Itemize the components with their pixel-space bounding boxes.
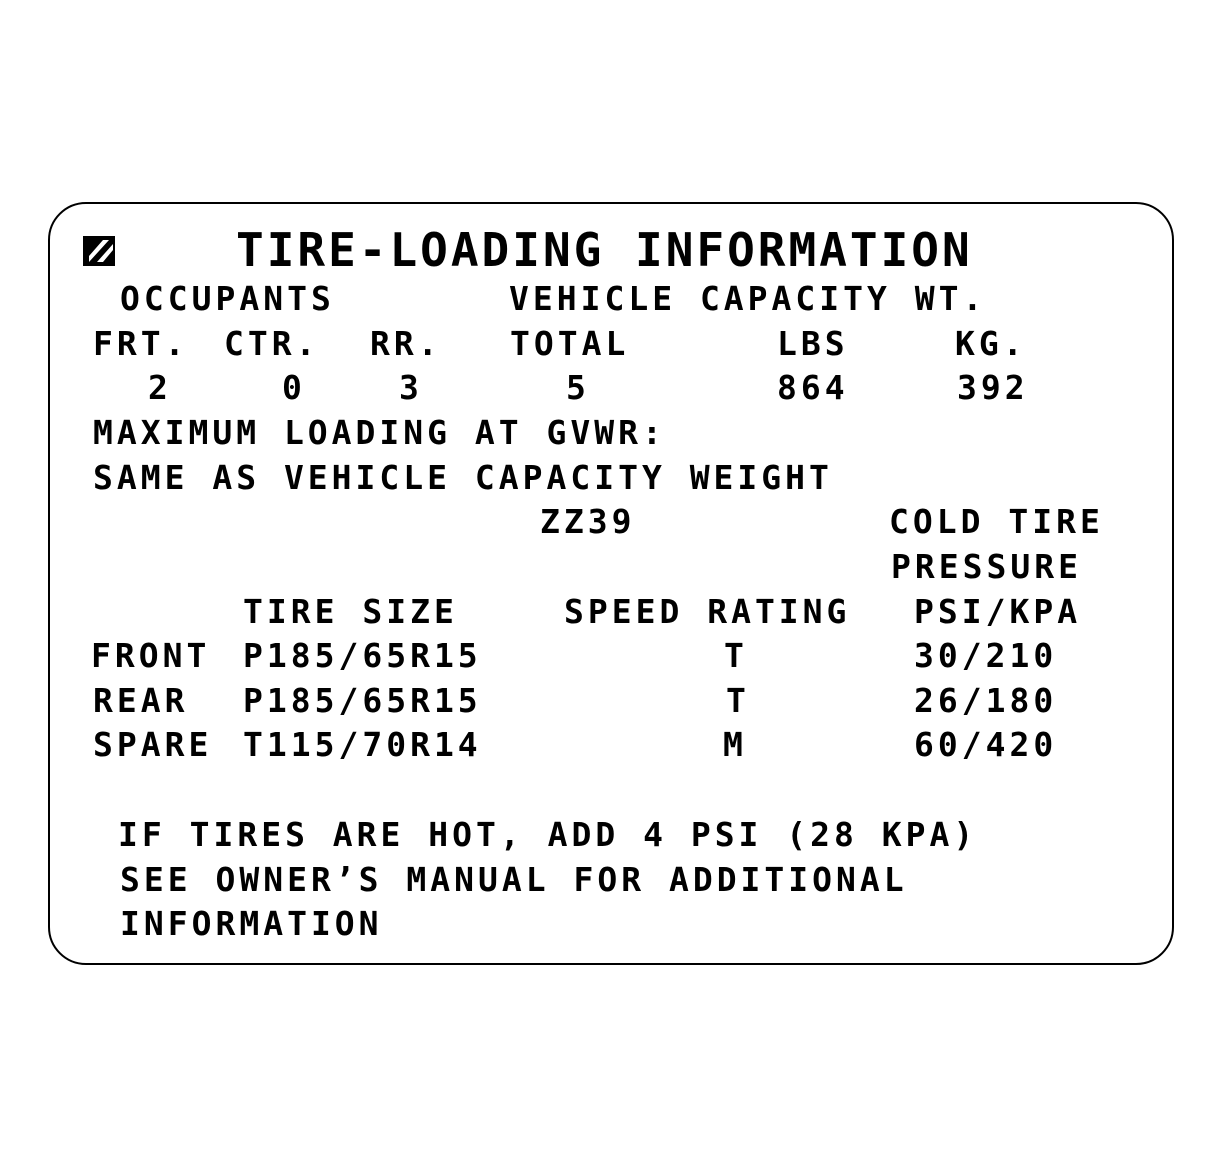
pressure-heading-line-2: PRESSURE [891,547,1082,586]
center-occupants-value: 0 [282,368,306,407]
occupants-heading: OCCUPANTS [120,279,335,318]
tire-row-pressure: 60/420 [914,725,1058,764]
manual-note-line-2: INFORMATION [120,904,383,943]
tire-row-position: SPARE [93,725,213,764]
tire-row-pressure: 26/180 [914,681,1058,720]
tire-row-position: FRONT [91,636,211,675]
vehicle-capacity-heading: VEHICLE CAPACITY WT. [509,279,987,318]
center-column-label: CTR. [224,324,320,363]
tire-row-size: T115/70R14 [243,725,482,764]
capacity-lbs-value: 864 [777,368,849,407]
gvwr-line-1: MAXIMUM LOADING AT GVWR: [93,413,666,452]
pressure-heading-line-1: COLD TIRE [889,502,1104,541]
tire-row-position: REAR [93,681,189,720]
tire-row-speed: M [723,725,747,764]
tire-row-pressure: 30/210 [914,636,1058,675]
rpo-code: ZZ39 [540,502,636,541]
speed-rating-heading: SPEED RATING [564,592,851,631]
hot-tire-note: IF TIRES ARE HOT, ADD 4 PSI (28 KPA) [118,815,978,854]
tire-size-heading: TIRE SIZE [243,592,458,631]
capacity-kg-value: 392 [957,368,1029,407]
psi-kpa-heading: PSI/KPA [914,592,1082,631]
lbs-column-label: LBS [777,324,849,363]
manual-note-line-1: SEE OWNER’S MANUAL FOR ADDITIONAL [120,860,908,899]
saturn-logo-icon [83,236,115,266]
kg-column-label: KG. [955,324,1027,363]
tire-row-speed: T [726,681,750,720]
rear-column-label: RR. [370,324,442,363]
front-occupants-value: 2 [148,368,172,407]
total-column-label: TOTAL [510,324,630,363]
tire-row-size: P185/65R15 [243,681,482,720]
tire-row-speed: T [724,636,748,675]
rear-occupants-value: 3 [399,368,423,407]
gvwr-line-2: SAME AS VEHICLE CAPACITY WEIGHT [93,458,833,497]
total-occupants-value: 5 [566,368,590,407]
page-title: TIRE-LOADING INFORMATION [236,223,973,277]
front-column-label: FRT. [93,324,189,363]
tire-row-size: P185/65R15 [243,636,482,675]
